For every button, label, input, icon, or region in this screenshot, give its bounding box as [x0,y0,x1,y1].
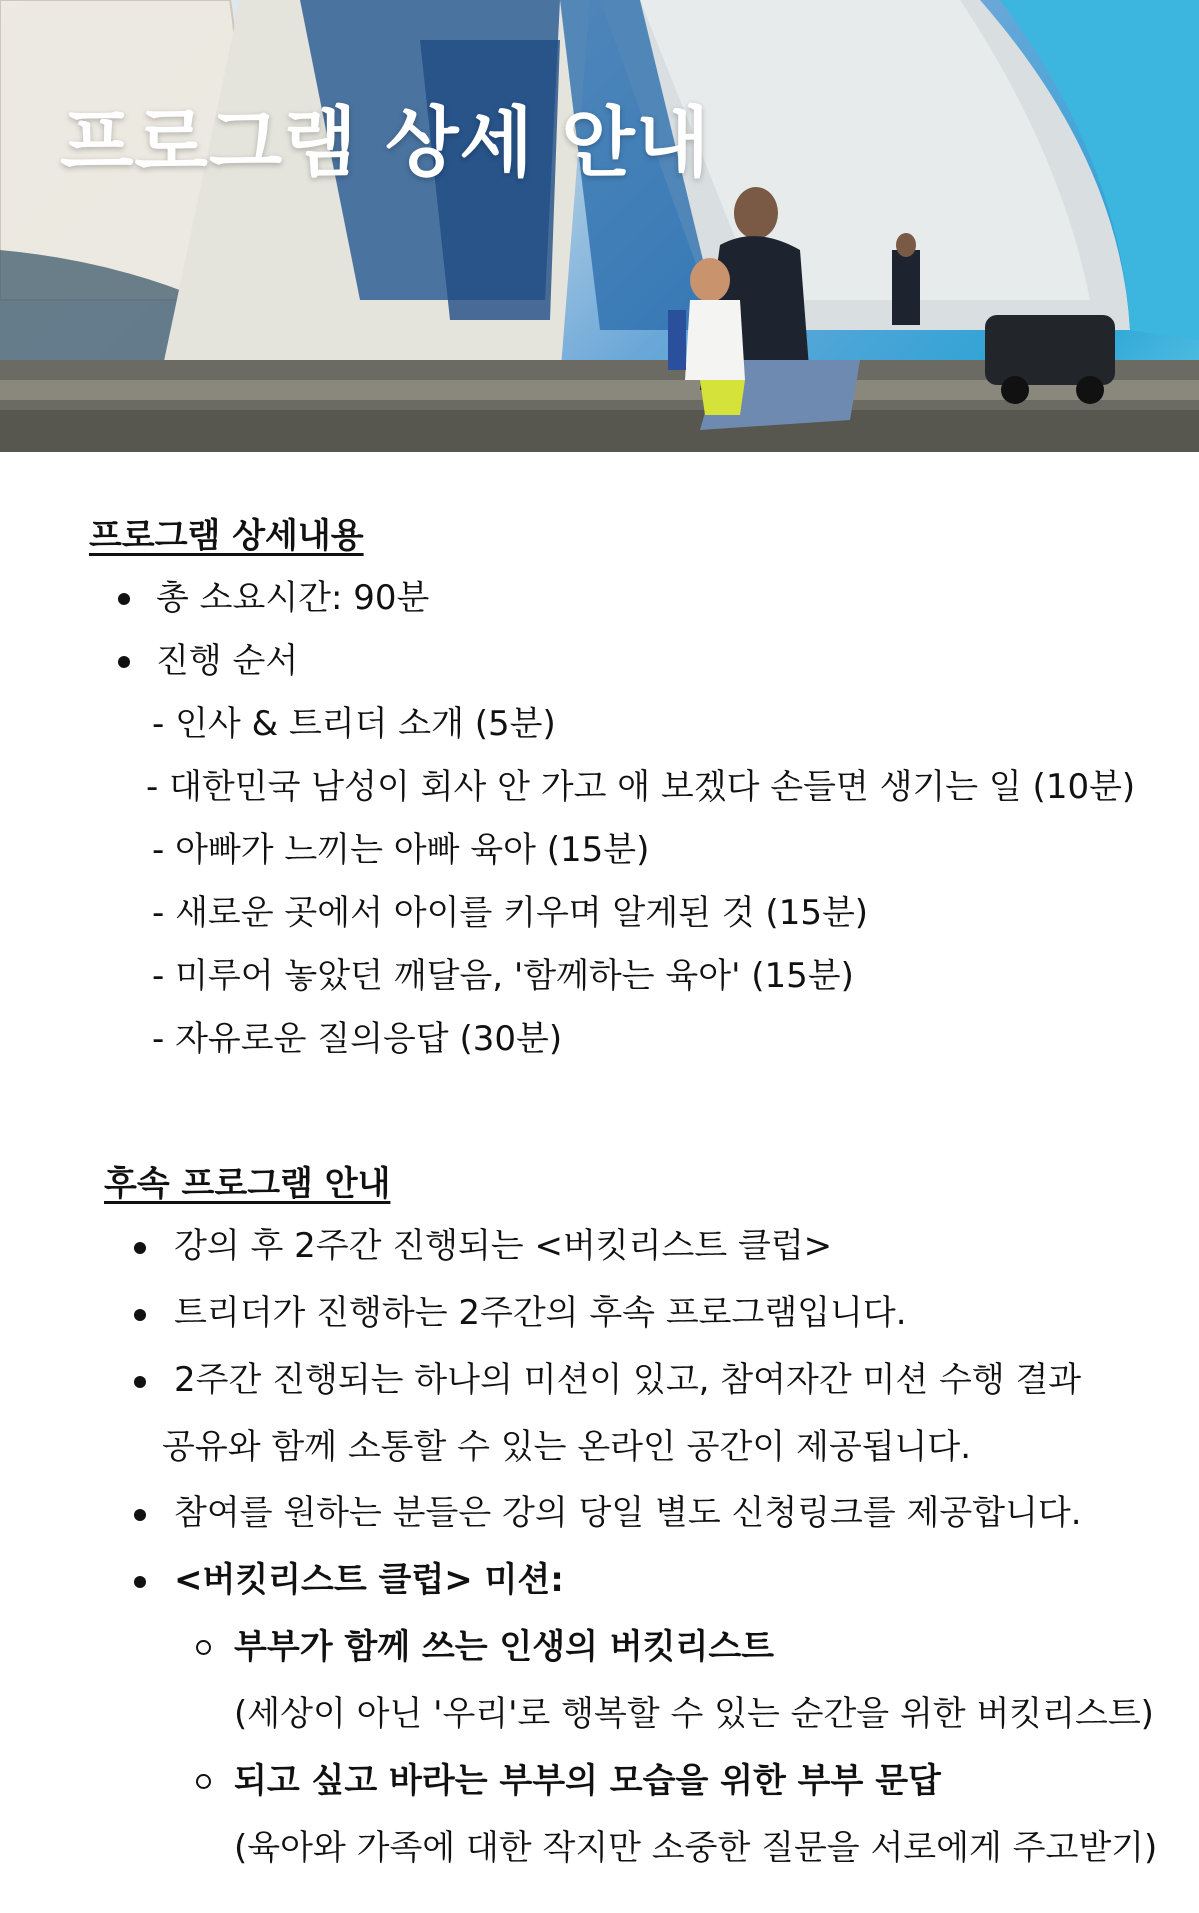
mission-title: 부부가 함께 쓰는 인생의 버킷리스트 [234,1627,775,1667]
details-bullet-list [118,567,429,693]
bullet-icon [134,1376,146,1388]
step-item: - 미루어 놓았던 깨달음, '함께하는 육아' (15분) [152,956,854,996]
mission-desc: (세상이 아닌 '우리'로 행복할 수 있는 순간을 위한 버킷리스트) [234,1694,1154,1734]
hero-banner [0,0,1199,452]
followup-bullet-list [134,1213,1082,1614]
bullet-icon [134,1309,146,1321]
list-item [134,1547,1082,1614]
bullet-icon [134,1509,146,1521]
bullet-icon [134,1576,146,1588]
mission-list [196,1614,1157,1882]
step-item: - 새로운 곳에서 아이를 키우며 알게된 것 (15분) [152,893,869,933]
step-item: - 자유로운 질의응답 (30분) [152,1019,563,1059]
list-item: 2주간 진행되는 하나의 미션이 있고, 참여자간 미션 수행 결과 공유와 함께 소통할 수 있는 온라인 공간이 제공됩니다. [134,1347,1082,1480]
list-item: 강의 후 2주간 진행되는 <버킷리스트 클럽> [134,1213,1082,1280]
list-item-continuation: 공유와 함께 소통할 수 있는 온라인 공간이 제공됩니다. [162,1427,972,1467]
list-item: 진행 순서 [118,630,429,693]
step-item: - 아빠가 느끼는 아빠 육아 (15분) [152,830,650,870]
details-heading: 프로그램 상세내용 [89,516,364,556]
hero-photo [0,0,1199,452]
bullet-icon [118,593,130,605]
step-item: - 인사 & 트리더 소개 (5분) [152,704,556,744]
circle-bullet-icon [196,1640,211,1655]
step-item: - 대한민국 남성이 회사 안 가고 애 보겠다 손들면 생기는 일 (10분) [146,767,1136,807]
bullet-icon [118,656,130,668]
mission-item [196,1748,1157,1882]
mission-label: <버킷리스트 클럽> 미션: [174,1560,564,1600]
list-item: 트리더가 진행하는 2주간의 후속 프로그램입니다. [134,1280,1082,1347]
circle-bullet-icon [196,1774,211,1789]
list-item: 참여를 원하는 분들은 강의 당일 별도 신청링크를 제공합니다. [134,1480,1082,1547]
mission-title: 되고 싶고 바라는 부부의 모습을 위한 부부 문답 [234,1761,941,1801]
followup-heading: 후속 프로그램 안내 [104,1164,391,1204]
page-title: 프로그램 상세 안내 [60,98,711,187]
bullet-icon [134,1242,146,1254]
mission-item [196,1614,1157,1748]
list-item: 총 소요시간: 90분 [118,567,429,630]
mission-desc: (육아와 가족에 대한 작지만 소중한 질문을 서로에게 주고받기) [234,1828,1158,1868]
